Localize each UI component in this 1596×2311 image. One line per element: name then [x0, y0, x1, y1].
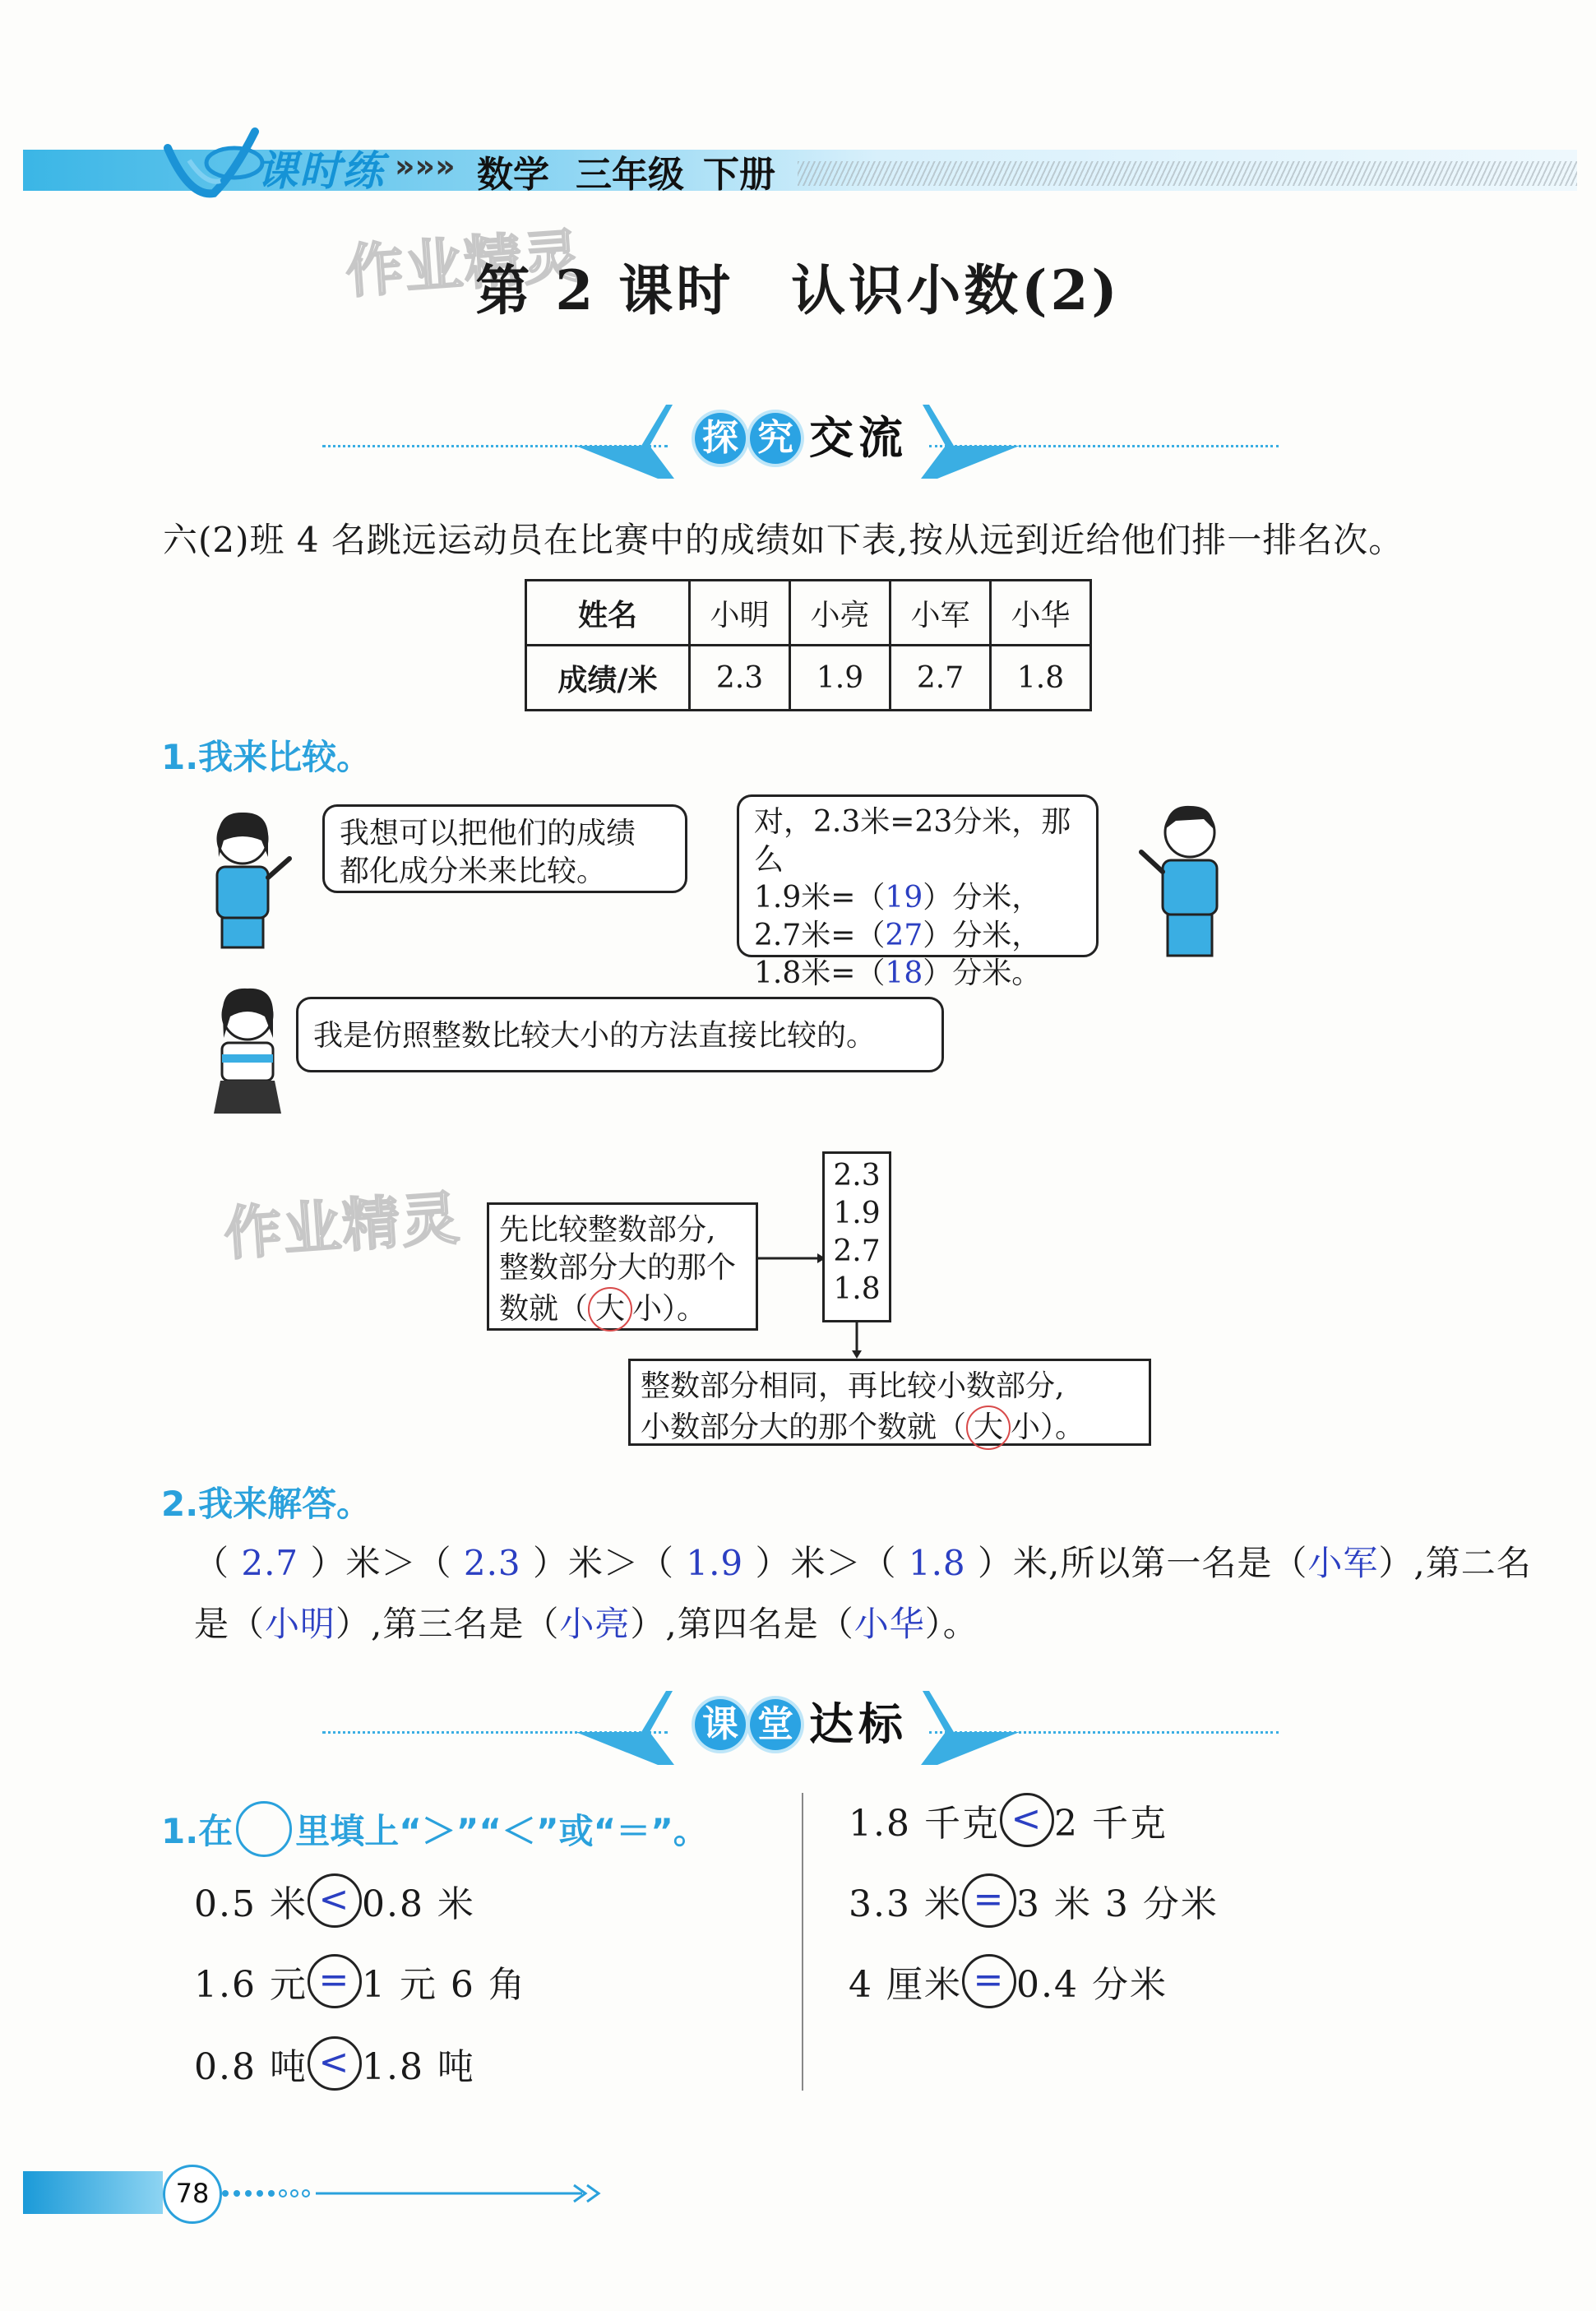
question-text: ）,第三名是（ [335, 1604, 560, 1644]
circled-answer-big: 大 [588, 1287, 632, 1331]
table-cell: 小亮 [790, 581, 891, 646]
comparison-left: 0.8 吨 [194, 2046, 308, 2088]
flow-box-decimal-rule [628, 1359, 1151, 1446]
table-cell: 2.7 [891, 646, 991, 711]
table-cell: 1.9 [790, 646, 891, 711]
answer-text: 1.8 [908, 1543, 966, 1583]
section-wing-left-icon [576, 405, 674, 479]
answer-text: 小华 [854, 1604, 925, 1644]
bubble-line: 对，2.3米=23分米，那么 [754, 805, 1071, 877]
bubble-text: ）分米， [923, 919, 1042, 952]
footer-arrow-icon [220, 2181, 615, 2206]
table-cell: 成绩/米 [526, 646, 690, 711]
flow-text: 小）。 [1011, 1410, 1085, 1444]
question-2-answer-line-2 [194, 1597, 978, 1646]
section-badge-1: 课 [695, 1699, 746, 1750]
table-cell: 小军 [891, 581, 991, 646]
table-cell: 2.3 [690, 646, 790, 711]
question-text: ）米＞（ [743, 1543, 909, 1583]
comparison-item [194, 1873, 475, 1928]
watermark: 作业精灵 [221, 1184, 463, 1268]
watermark: 作业精灵 [343, 222, 585, 306]
speech-bubble-girl-1 [322, 804, 687, 893]
question-1-heading: 1.我来比较。 [161, 737, 372, 777]
flow-number: 2.3 [833, 1159, 881, 1193]
answer-circle[interactable]: = [962, 1873, 1016, 1928]
section-title-char-3: 达 [809, 1698, 854, 1750]
bubble-text: ）分米。 [923, 956, 1042, 990]
table-cell: 小华 [991, 581, 1091, 646]
score-table [525, 579, 1092, 711]
bubble-text: 1.8米=（ [754, 956, 886, 990]
comparison-item [194, 2036, 475, 2091]
section-badge-1: 探 [695, 413, 746, 464]
bubble-text: ）分米， [923, 881, 1042, 915]
section-divider-right [929, 445, 1279, 452]
comparison-left: 4 厘米 [849, 1964, 962, 2006]
flow-text: 小）。 [632, 1292, 707, 1326]
comparison-right: 0.4 分米 [1015, 1964, 1168, 2006]
table-cell: 姓名 [526, 581, 690, 646]
comparison-right: 1.8 吨 [361, 2046, 475, 2088]
question-text: ）。 [924, 1604, 978, 1644]
comparison-left: 1.6 元 [194, 1964, 308, 2006]
answer-circle[interactable]: = [962, 1954, 1016, 2008]
answer-text: 1.9 [686, 1543, 744, 1583]
bubble-line: 我想可以把他们的成绩 [340, 817, 636, 850]
comparison-right: 2 千克 [1053, 1803, 1168, 1845]
section-wing-left-icon [576, 1691, 674, 1765]
comparison-right: 0.8 米 [361, 1883, 475, 1925]
section-wing-right-icon [921, 1691, 1020, 1765]
flow-line [641, 1406, 1139, 1450]
comparison-right: 3 米 3 分米 [1015, 1883, 1219, 1925]
intro-text: 六(2)班 4 名跳远运动员在比赛中的成绩如下表,按从远到近给他们排一排名次。 [163, 520, 1404, 560]
lesson-title: 第 2 课时 认识小数(2) [475, 258, 1121, 322]
header-grade: 三年级 [576, 154, 684, 196]
comparison-right: 1 元 6 角 [361, 1964, 526, 2006]
table-row [526, 646, 1091, 711]
answer-circle[interactable]: < [1000, 1793, 1054, 1847]
heading-text: 里填上“＞”“＜”或“＝”。 [295, 1811, 708, 1851]
question-text: （ [194, 1543, 242, 1583]
section-wing-right-icon [921, 405, 1020, 479]
flow-text: 数就（ [499, 1292, 589, 1326]
comparison-left: 1.8 千克 [849, 1803, 1000, 1845]
answer-18: 18 [885, 956, 923, 990]
section-title-char-4: 流 [858, 412, 903, 464]
table-row [526, 581, 1091, 646]
question-text: ）米＞（ [520, 1543, 687, 1583]
answer-text: 小军 [1307, 1543, 1379, 1583]
arrow-right-icon [758, 1250, 826, 1267]
comparison-left: 0.5 米 [194, 1883, 308, 1925]
comparison-item [194, 1954, 526, 2008]
brand-name: 课时练 [257, 147, 385, 195]
circled-answer-big: 大 [966, 1406, 1011, 1450]
section-title-char-3: 交 [809, 412, 854, 464]
answer-circle[interactable]: = [308, 1954, 362, 2008]
arrow-down-icon [849, 1322, 865, 1359]
flow-box-numbers [822, 1151, 891, 1322]
flow-line [499, 1287, 746, 1331]
question-2-heading: 2.我来解答。 [161, 1484, 372, 1524]
practice-1-heading [161, 1801, 708, 1857]
answer-text: 小明 [265, 1604, 336, 1644]
column-divider [802, 1793, 803, 2091]
girl-student-2-icon [202, 984, 293, 1123]
speech-bubble-girl-2: 我是仿照整数比较大小的方法直接比较的。 [296, 997, 944, 1072]
question-text: ）米,所以第一名是（ [965, 1543, 1308, 1583]
flow-box-integer-rule [487, 1202, 758, 1331]
section-title-char-4: 标 [858, 1698, 903, 1750]
bubble-line [754, 955, 1081, 993]
header-arrows: »»» [395, 148, 456, 184]
question-2-answer-line-1 [194, 1536, 1532, 1586]
header-subject: 数学 [477, 154, 549, 196]
flow-number: 1.8 [833, 1272, 881, 1306]
answer-circle[interactable]: < [308, 2036, 362, 2091]
bubble-line [754, 917, 1081, 955]
answer-circle[interactable]: < [308, 1873, 362, 1928]
flow-line: 整数部分相同，再比较小数部分, [641, 1369, 1065, 1403]
boy-student-icon [1128, 799, 1243, 960]
comparison-left: 3.3 米 [849, 1883, 962, 1925]
question-text: 是（ [194, 1604, 266, 1644]
answer-text: 2.3 [463, 1543, 521, 1583]
flow-number: 1.9 [833, 1197, 881, 1230]
answer-19: 19 [885, 881, 923, 915]
answer-text: 2.7 [241, 1543, 299, 1583]
header-hatch-pattern [798, 161, 1577, 186]
comparison-item [849, 1793, 1168, 1847]
table-cell: 1.8 [991, 646, 1091, 711]
flow-number: 2.7 [833, 1234, 881, 1268]
question-text: ）,第二名 [1378, 1543, 1532, 1583]
question-text: ）,第四名是（ [630, 1604, 854, 1644]
table-cell: 小明 [690, 581, 790, 646]
page-number: 78 [163, 2165, 222, 2224]
comparison-item [849, 1954, 1168, 2008]
bubble-text: 1.9米=（ [754, 881, 886, 915]
section-badge-2: 堂 [750, 1699, 801, 1750]
flow-text: 小数部分大的那个数就（ [641, 1410, 967, 1444]
answer-text: 小亮 [559, 1604, 631, 1644]
question-text: ）米＞（ [298, 1543, 464, 1583]
footer-band [23, 2171, 163, 2214]
answer-27: 27 [885, 919, 923, 952]
bubble-text: 2.7米=（ [754, 919, 886, 952]
bubble-line: 都化成分米来比较。 [340, 854, 607, 888]
speech-bubble-boy [737, 794, 1099, 990]
flow-line: 先比较整数部分, [499, 1213, 716, 1247]
header-volume: 下册 [703, 154, 775, 196]
heading-text: 1.在 [161, 1811, 234, 1851]
girl-student-icon [197, 808, 304, 952]
section-badge-2: 究 [750, 413, 801, 464]
bubble-line [754, 879, 1081, 917]
flow-line: 整数部分大的那个 [499, 1251, 737, 1285]
section-divider-right [929, 1731, 1279, 1739]
blank-circle-icon [236, 1801, 292, 1857]
comparison-item [849, 1873, 1219, 1928]
